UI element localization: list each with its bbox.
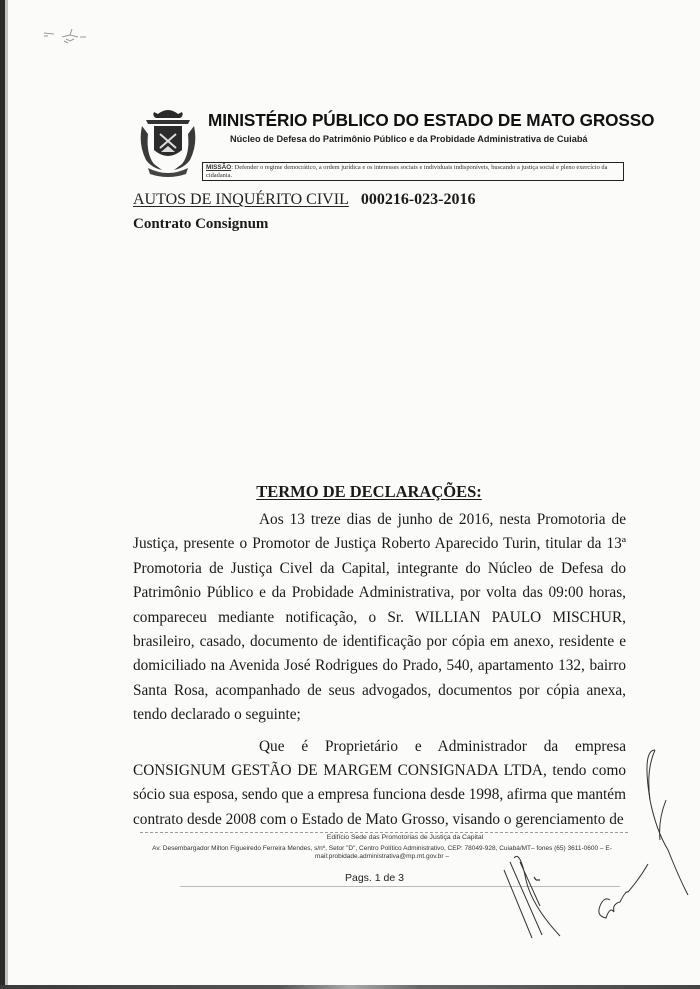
institution-subtitle: Núcleo de Defesa do Patrimônio Público e da Probidade Administrativa de Cuiabá bbox=[230, 134, 588, 144]
case-reference bbox=[133, 191, 476, 209]
scan-artifact-mark bbox=[40, 25, 110, 47]
document-heading: TERMO DE DECLARAÇÕES: bbox=[256, 482, 482, 501]
case-label: AUTOS DE INQUÉRITO CIVIL bbox=[133, 191, 349, 208]
case-subject: Contrato Consignum bbox=[133, 216, 269, 232]
footer-address: Av. Desembargador Milton Figueiredo Ferreira Mendes, s/nº, Setor "D", Centro Político Administrativo, CEP: 78049-928, Cuiabá/MT– fones (65) 3611-0600 – E-mail:probidade.administrativa@mp.mt.gov.br – bbox=[152, 845, 612, 861]
state-coat-of-arms-icon bbox=[134, 104, 202, 178]
paragraph: Aos 13 treze dias de junho de 2016, nesta Promotoria de Justiça, presente o Promotor de Justiça Roberto Aparecido Turin, titular da 13ª Promotoria de Justiça Civel da Capital, integrante do Núcleo de Defesa do Patrimônio Público e da Probidade Administrativa, por volta das 09:00 horas, compareceu mediante notificação, o Sr. WILLIAN PAULO MISCHUR, brasileiro, casado, documento de identificação por cópia em anexo, residente e domiciliado na Avenida José Rodrigues do Prado, 540, apartamento 132, bairro Santa Rosa, acompanhado de seus advogados, documentos por cópia anexa, tendo declarado o seguinte; bbox=[133, 511, 626, 724]
paragraph: Que é Proprietário e Administrador da empresa CONSIGNUM GESTÃO DE MARGEM CONSIGNADA LTDA, tendo como sócio sua esposa, sendo que a empresa funciona desde 1998, afirma que mantém contrato desde 2008 com o Estado de Mato Grosso, visando o gerenciamento de bbox=[133, 737, 626, 828]
page-counter: Pags. 1 de 3 bbox=[345, 872, 404, 884]
handwritten-signatures bbox=[470, 730, 700, 980]
footer-building: Edifício Sede das Promotorias de Justiça da Capital bbox=[326, 834, 484, 841]
mission-box bbox=[202, 162, 624, 181]
mission-text: : Defender o regime democrático, a ordem jurídica e os interesses sociais e individuais indisponíveis, buscando a justiça social e pleno exercício da cidadania. bbox=[206, 164, 608, 179]
mission-label: MISSÃO bbox=[206, 164, 232, 171]
scan-bottom-edge bbox=[0, 985, 700, 989]
institution-title: MINISTÉRIO PÚBLICO DO ESTADO DE MATO GROSSO bbox=[208, 110, 655, 130]
case-number: 000216-023-2016 bbox=[360, 191, 476, 208]
